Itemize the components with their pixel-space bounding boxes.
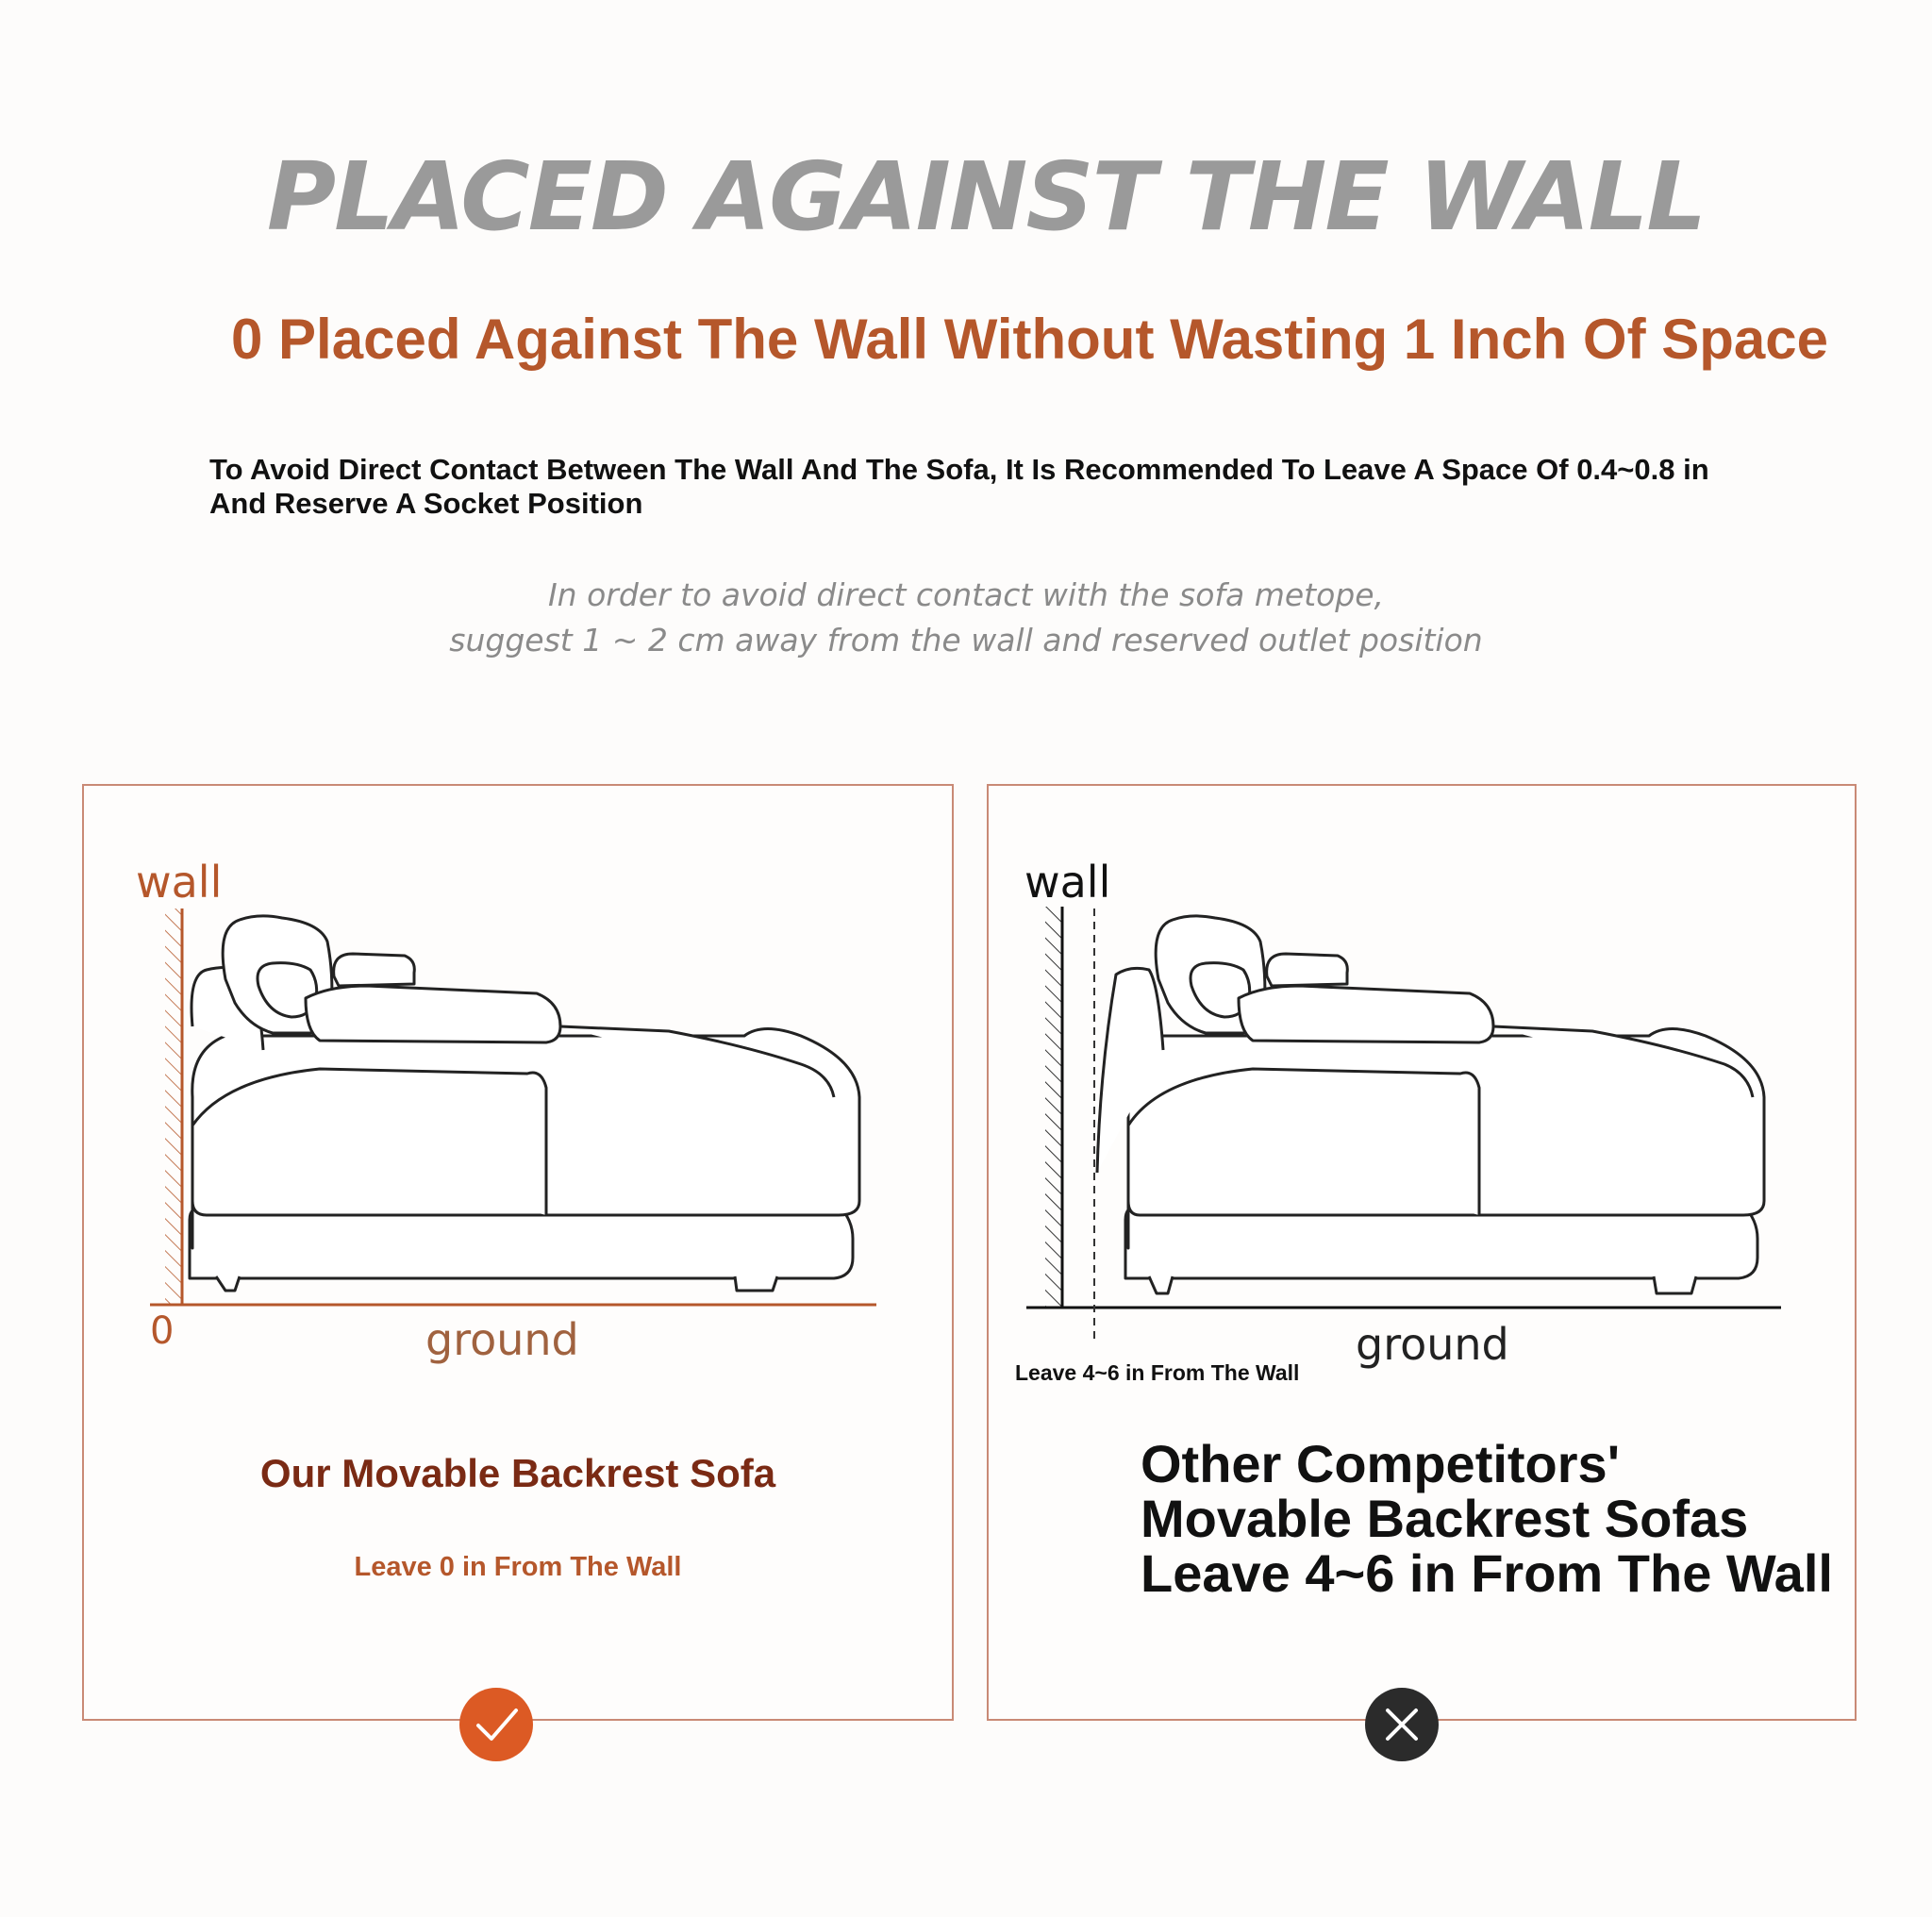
wall-label: wall bbox=[1024, 857, 1111, 908]
ground-label: ground bbox=[1356, 1319, 1509, 1370]
cross-icon bbox=[1365, 1688, 1439, 1761]
gap-label: Leave 4~6 in From The Wall bbox=[1015, 1360, 1300, 1385]
sofa-drawing bbox=[1097, 916, 1764, 1293]
competitor-caption-line-1: Other Competitors' bbox=[1141, 1434, 1621, 1493]
sofa-drawing bbox=[190, 916, 859, 1291]
italic-note-line-2: suggest 1 ~ 2 cm away from the wall and reserved outlet position bbox=[449, 622, 1483, 658]
recommendation-text: To Avoid Direct Contact Between The Wall And The Sofa, It Is Recommended To Leave A Space Of 0.4~0.8 in And Reserve A Socket Position bbox=[209, 453, 1709, 520]
headline: 0 Placed Against The Wall Without Wasting 1 Inch Of Space bbox=[231, 308, 1829, 371]
our-sofa-subcaption: Leave 0 in From The Wall bbox=[354, 1552, 682, 1582]
our-sofa-caption: Our Movable Backrest Sofa bbox=[259, 1451, 776, 1495]
competitor-sofa-panel bbox=[987, 784, 1857, 1721]
italic-note-line-1: In order to avoid direct contact with the sofa metope, bbox=[547, 576, 1385, 613]
wall-hatching bbox=[1045, 907, 1062, 1308]
italic-note bbox=[0, 573, 1932, 663]
our-sofa-panel bbox=[82, 784, 954, 1721]
competitor-caption-line-2: Movable Backrest Sofas bbox=[1141, 1489, 1749, 1548]
page-title: PLACED AGAINST THE WALL bbox=[266, 142, 1706, 252]
wall-hatching bbox=[165, 908, 182, 1305]
ground-label: ground bbox=[425, 1314, 579, 1365]
competitor-caption bbox=[1141, 1434, 1833, 1603]
zero-gap-label: 0 bbox=[150, 1309, 175, 1353]
wall-label: wall bbox=[136, 857, 223, 908]
competitor-caption-line-3: Leave 4~6 in From The Wall bbox=[1141, 1543, 1833, 1603]
check-icon bbox=[459, 1688, 533, 1761]
